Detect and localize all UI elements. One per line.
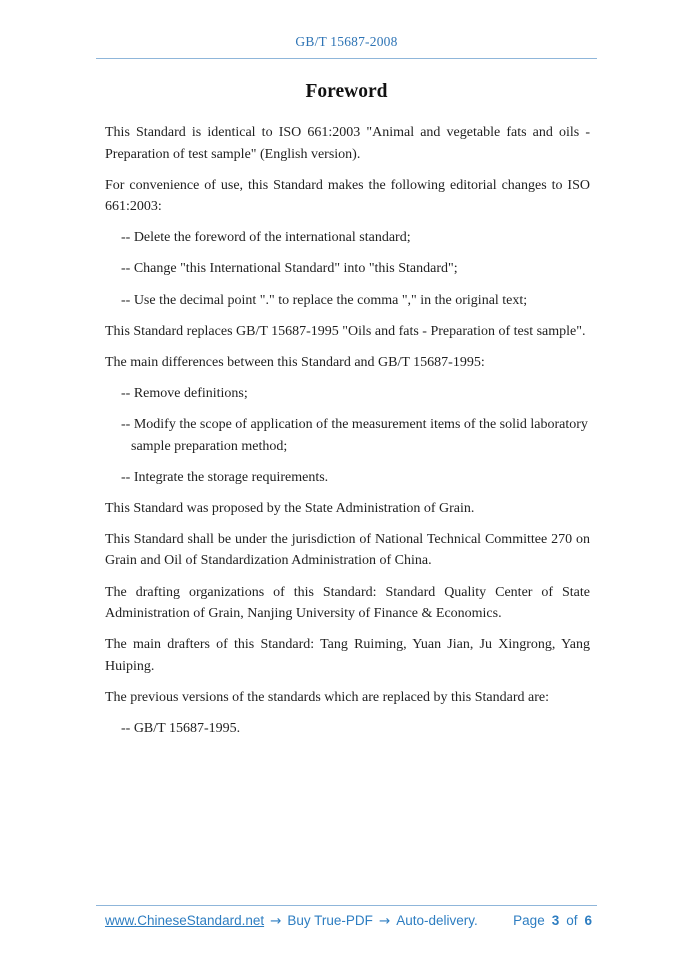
- document-body: [105, 122, 590, 749]
- footer-link[interactable]: www.ChineseStandard.net: [105, 913, 265, 928]
- paragraph: This Standard shall be under the jurisdiction of National Technical Committee 270 on Grain and Oil of Standardization Administration of China.: [105, 531, 590, 569]
- footer-promo: [105, 913, 478, 929]
- page-title: Foreword: [305, 81, 388, 102]
- paragraph: The main drafters of this Standard: Tang Ruiming, Yuan Jian, Ju Xingrong, Yang Huiping.: [105, 637, 590, 674]
- page-current-number: 3: [551, 913, 560, 928]
- page-total-number: 6: [584, 913, 592, 928]
- list-item: -- Modify the scope of application of the measurement items of the solid laboratory sample preparation method;: [121, 416, 588, 454]
- page-label: Page: [513, 913, 545, 928]
- list-item: -- Change "this International Standard" into "this Standard";: [121, 261, 458, 277]
- footer-buy-label: Buy True-PDF: [287, 913, 373, 928]
- paragraph: The previous versions of the standards which are replaced by this Standard are:: [105, 689, 549, 705]
- list-item: -- GB/T 15687-1995.: [121, 720, 241, 736]
- arrow-right-icon: →: [270, 913, 282, 929]
- paragraph: This Standard was proposed by the State Administration of Grain.: [105, 500, 475, 516]
- footer-divider: [96, 905, 597, 906]
- list-item: -- Use the decimal point "." to replace the comma "," in the original text;: [121, 292, 528, 308]
- list-item: -- Remove definitions;: [121, 385, 248, 401]
- document-number-header: GB/T 15687-2008: [295, 34, 398, 49]
- arrow-right-icon: →: [378, 913, 391, 929]
- page-indicator: [513, 913, 592, 928]
- page-footer: [105, 913, 592, 929]
- page-of-label: of: [566, 913, 578, 928]
- paragraph: For convenience of use, this Standard makes the following editorial changes to ISO 661:2003:: [105, 177, 590, 215]
- header-divider: [96, 58, 597, 59]
- paragraph: The drafting organizations of this Standard: Standard Quality Center of State Administration of Grain, Nanjing University of Finance & Economics.: [105, 584, 590, 622]
- paragraph: This Standard replaces GB/T 15687-1995 "Oils and fats - Preparation of test sample".: [105, 323, 586, 339]
- list-item: -- Integrate the storage requirements.: [121, 469, 329, 485]
- paragraph: The main differences between this Standard and GB/T 15687-1995:: [105, 354, 485, 370]
- list-item: -- Delete the foreword of the international standard;: [121, 230, 411, 246]
- footer-delivery-label: Auto-delivery.: [396, 913, 478, 928]
- paragraph: This Standard is identical to ISO 661:2003 "Animal and vegetable fats and oils - Preparation of test sample" (English version).: [105, 125, 590, 162]
